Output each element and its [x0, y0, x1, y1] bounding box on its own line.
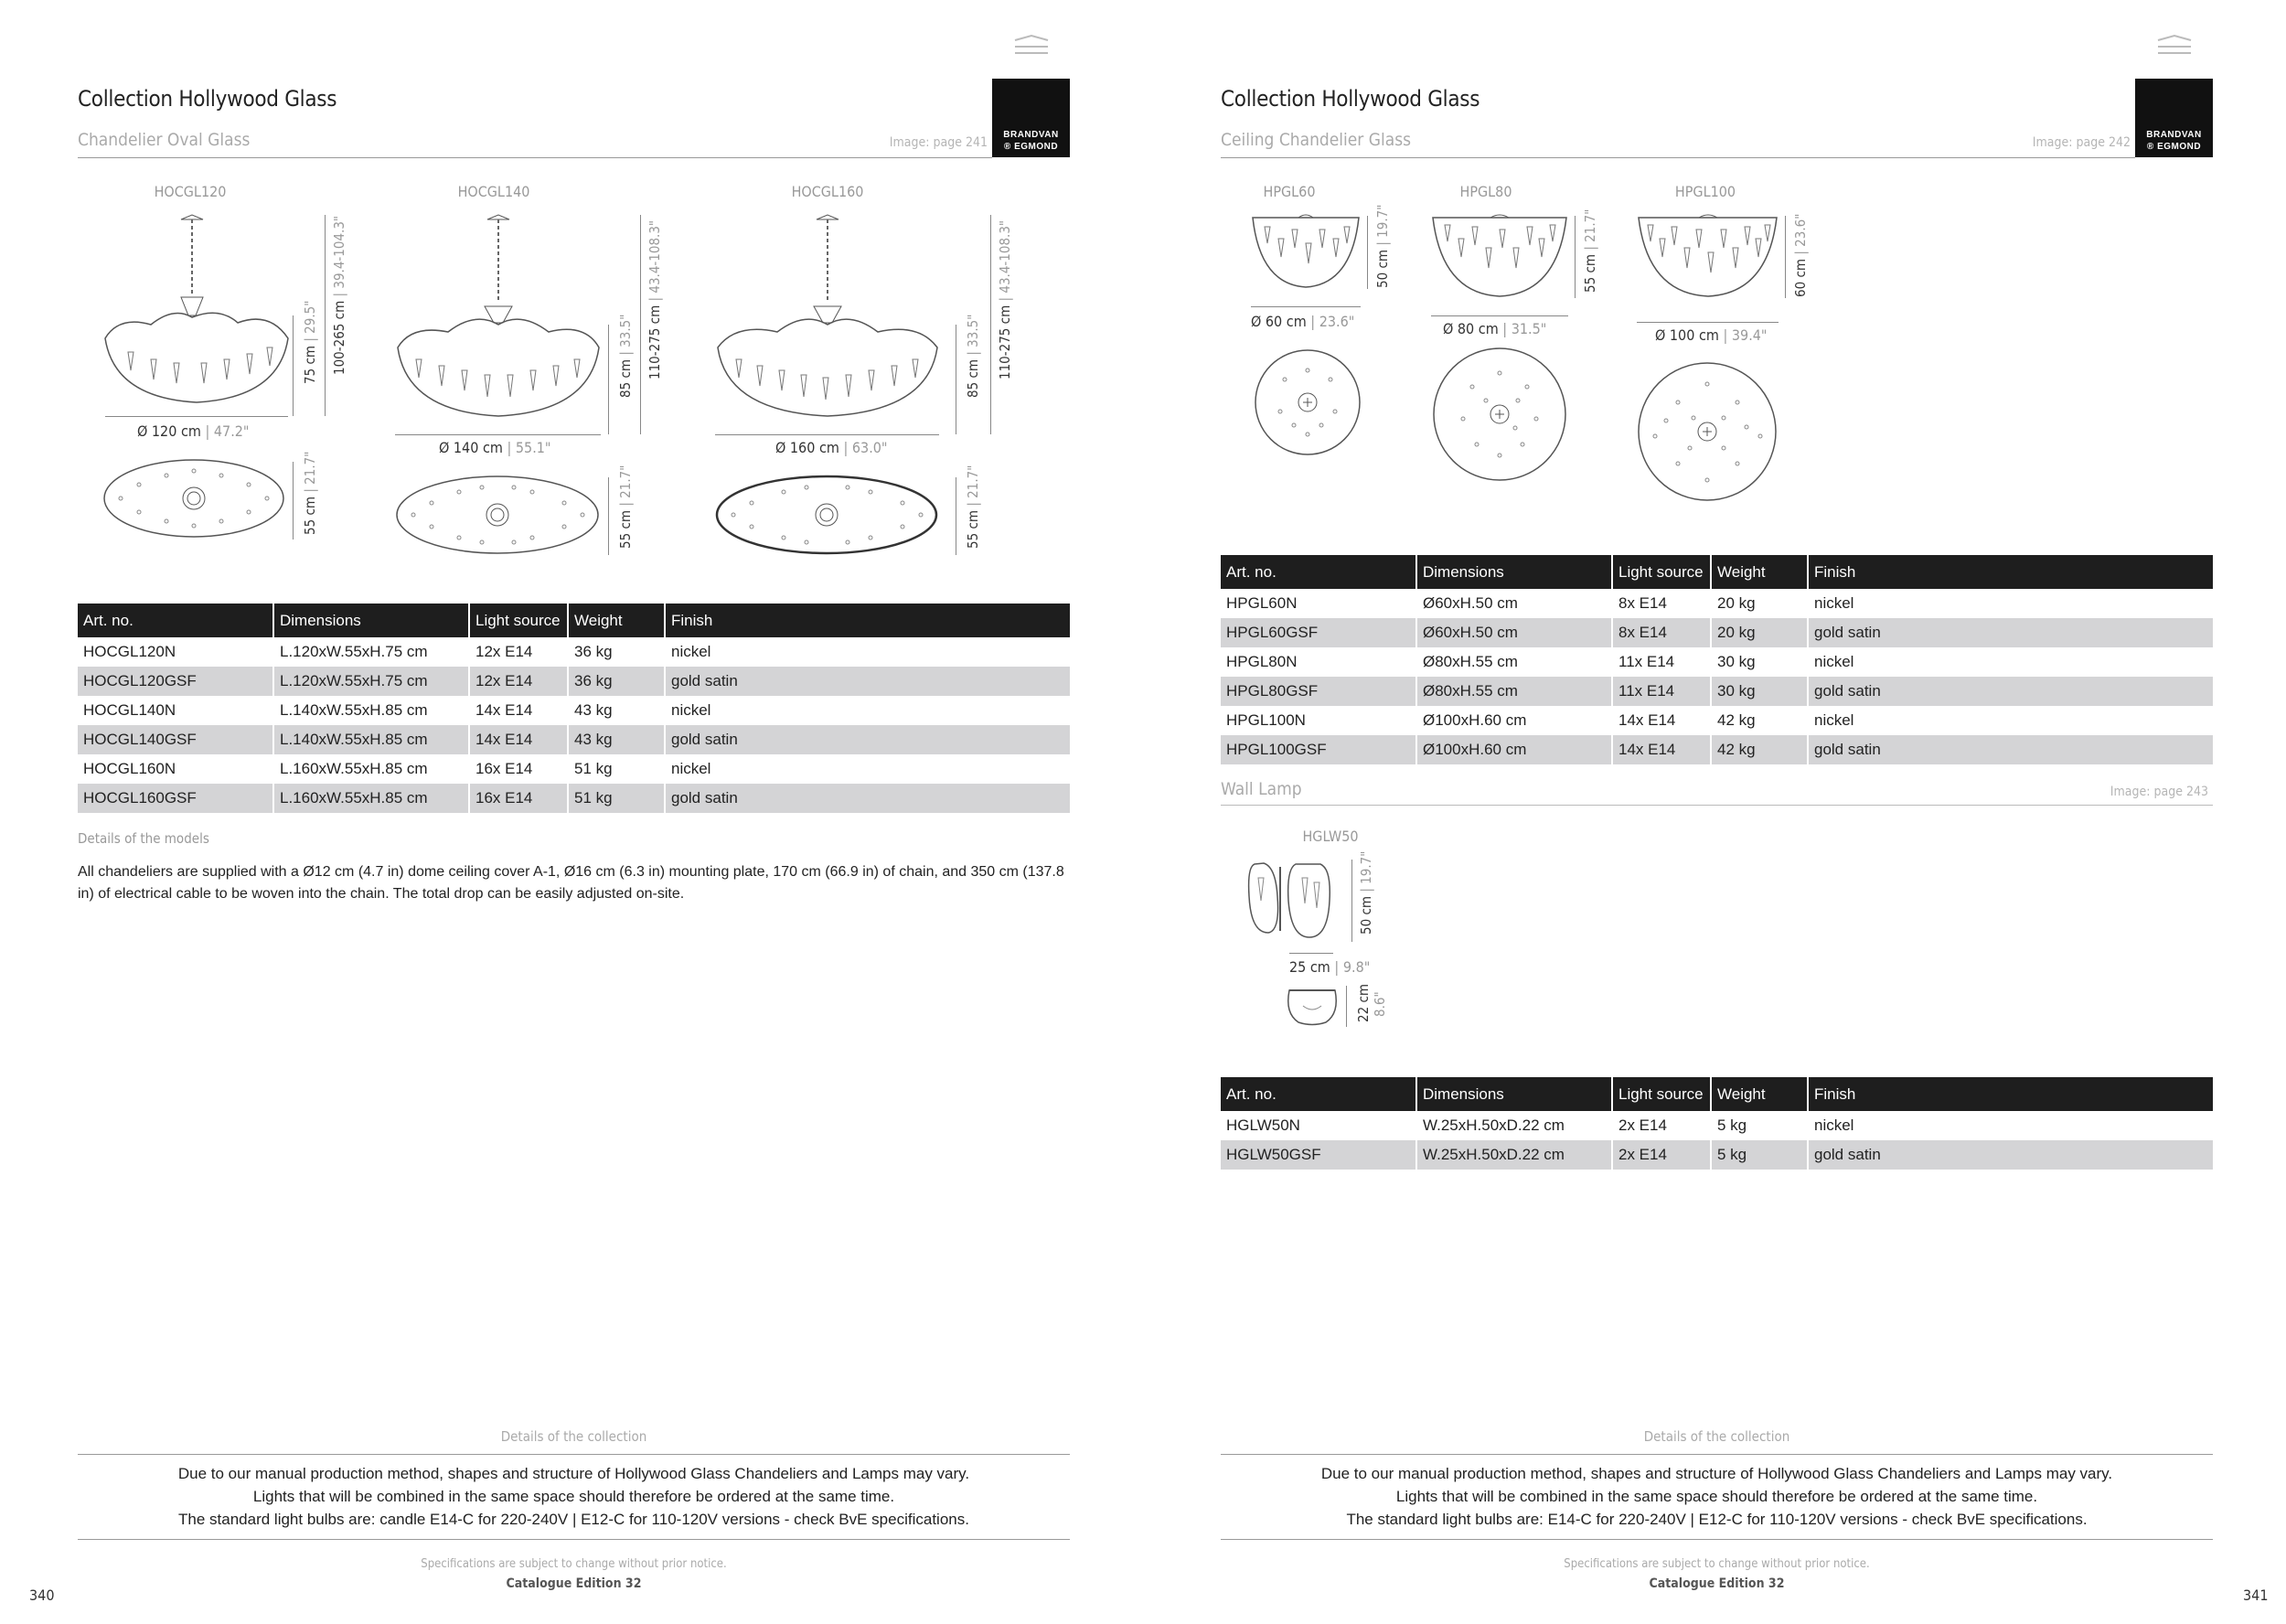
chandelier-hocgl140-drawing: [393, 215, 604, 421]
table-row: [1221, 1140, 2213, 1170]
ceiling-hpgl80-top-view: [1431, 346, 1568, 483]
table-row: [1221, 735, 2213, 764]
column-header: Dimensions: [1416, 1077, 1612, 1111]
dim-cm: 60 cm: [1792, 258, 1809, 297]
diameter-dimension: Ø 80 cm | 31.5": [1443, 320, 1547, 337]
cell-dimensions: Ø60xH.50 cm: [1416, 589, 1612, 618]
ceiling-hpgl60-drawing: [1251, 216, 1361, 289]
dim-cm: 55 cm: [617, 509, 634, 549]
brand-logo: [2135, 79, 2213, 157]
chandelier-hocgl120-top-view: [102, 457, 285, 540]
cell-weight: 36 kg: [568, 667, 665, 696]
spec-note: Specifications are subject to change without prior notice.: [1564, 1557, 1870, 1571]
column-header: Dimensions: [1416, 555, 1612, 589]
details-paragraph: All chandeliers are supplied with a Ø12 cm (4.7 in) dome ceiling cover A-1, Ø16 cm (6.3 in) mounting plate, 170 cm (66.9 in) of chain, and 350 cm (137.8 in) of electrical cable to be woven into the chain. The total drop can be easily adjusted on-site.: [78, 864, 1064, 902]
height-dimension: 60 cm | 23.6": [1792, 213, 1809, 297]
dim-in: 43.4-108.3": [646, 219, 663, 294]
cell-dimensions: Ø100xH.60 cm: [1416, 706, 1612, 735]
diameter-dimension: Ø 60 cm | 23.6": [1251, 313, 1355, 330]
chandelier-hocgl160-top-view: [715, 474, 939, 556]
wall-lamp-section-header: [1221, 777, 2213, 806]
cell-finish: nickel: [671, 643, 711, 660]
cell-art-no: HPGL60GSF: [1221, 618, 1416, 647]
cell-light-source: 2x E14: [1612, 1111, 1711, 1140]
cell-light-source: 16x E14: [469, 784, 568, 813]
image-reference[interactable]: Image: page 241: [889, 135, 988, 150]
table-row: [78, 754, 1070, 784]
dim-in: 33.5": [965, 314, 981, 347]
cell-finish: gold satin: [1808, 1140, 2213, 1170]
collection-line: Due to our manual production method, shapes and structure of Hollywood Glass Chandeliers and Lamps may vary.: [177, 1465, 970, 1482]
image-reference[interactable]: Image: page 243: [2110, 785, 2208, 799]
cell-art-no: HOCGL140GSF: [78, 725, 273, 754]
dim-cm: 100-265 cm: [331, 300, 347, 375]
cell-light-source: 14x E14: [1612, 735, 1711, 764]
cell-art-no: HPGL60N: [1221, 589, 1416, 618]
table-row: [1221, 589, 2213, 618]
model-label: HOCGL140: [457, 183, 530, 200]
dim-in: 55.1": [515, 439, 551, 456]
section-title: Ceiling Chandelier Glass: [1221, 130, 1412, 150]
cell-finish: gold satin: [665, 784, 1070, 813]
page-title: Collection Hollywood Glass: [78, 86, 337, 112]
column-header: Finish: [1808, 555, 2213, 589]
logo-line-1: BRANDVAN: [2146, 130, 2202, 140]
cell-art-no: HPGL80GSF: [1221, 677, 1416, 706]
ceiling-hpgl80-drawing: [1431, 216, 1568, 298]
width-dimension: 25 cm | 9.8": [1289, 958, 1371, 976]
cell-weight: 43 kg: [568, 725, 665, 754]
cell-light-source: 11x E14: [1612, 647, 1711, 677]
column-header: Light source: [469, 604, 568, 637]
dim-cm: Ø 80 cm: [1443, 320, 1499, 337]
page-number: 341: [2243, 1587, 2269, 1604]
model-label: HOCGL160: [791, 183, 864, 200]
chandelier-hocgl140-top-view: [395, 474, 601, 556]
dim-cm: Ø 160 cm: [775, 439, 839, 456]
spec-note: Specifications are subject to change without prior notice.: [421, 1557, 727, 1571]
logo-line-2: ® EGMOND: [1003, 142, 1059, 152]
cell-finish: gold satin: [1808, 618, 2213, 647]
collection-details-heading: Details of the collection: [1643, 1428, 1790, 1445]
cell-dimensions: Ø60xH.50 cm: [1416, 618, 1612, 647]
cell-finish: gold satin: [1808, 677, 2213, 706]
model-label: HPGL60: [1263, 183, 1316, 200]
cell-light-source: 2x E14: [1612, 1140, 1711, 1170]
cell-weight: 36 kg: [568, 637, 665, 667]
cell-dimensions: Ø80xH.55 cm: [1416, 677, 1612, 706]
cell-weight: 30 kg: [1711, 647, 1808, 677]
cell-weight: 5 kg: [1711, 1140, 1808, 1170]
cell-dimensions: L.120xW.55xH.75 cm: [273, 667, 469, 696]
ceiling-hpgl100-drawing: [1637, 216, 1779, 298]
height-dimension: 50 cm | 19.7": [1374, 204, 1391, 288]
dim-cm: 85 cm: [965, 358, 981, 398]
height-dimension: 50 cm | 19.7": [1358, 850, 1374, 935]
dim-in: 21.7": [302, 451, 318, 485]
logo-line-2: ® EGMOND: [2146, 142, 2202, 152]
section-header: [78, 128, 992, 158]
table-row: [1221, 647, 2213, 677]
dim-in: 9.8": [1342, 958, 1371, 976]
section-title: Chandelier Oval Glass: [78, 130, 251, 150]
table-row: [1221, 618, 2213, 647]
cell-light-source: 14x E14: [469, 725, 568, 754]
dim-in: 39.4-104.3": [331, 215, 347, 289]
cell-dimensions: W.25xH.50xD.22 cm: [1416, 1140, 1612, 1170]
cell-finish: nickel: [1814, 1116, 1854, 1134]
dim-in: 31.5": [1511, 320, 1547, 337]
model-label: HOCGL120: [154, 183, 227, 200]
depth-dimension: 55 cm | 21.7": [617, 465, 634, 549]
dim-in: 29.5": [302, 300, 318, 334]
collection-line: Lights that will be combined in the same space should therefore be ordered at the same time.: [252, 1488, 895, 1505]
dim-cm: 55 cm: [1582, 253, 1598, 293]
ceiling-hpgl60-top-view: [1253, 347, 1362, 457]
cell-light-source: 12x E14: [469, 637, 568, 667]
dim-cm: 55 cm: [965, 509, 981, 549]
brand-logo: [992, 79, 1070, 157]
drop-dimension: 110-275 cm | 43.4-108.3": [646, 219, 663, 379]
dim-cm: Ø 100 cm: [1655, 326, 1719, 344]
cell-light-source: 8x E14: [1612, 618, 1711, 647]
menu-icon[interactable]: [1013, 35, 1050, 60]
depth-dimension: [1355, 984, 1372, 1022]
cell-art-no: HPGL100N: [1221, 706, 1416, 735]
dim-cm: 22 cm: [1355, 983, 1372, 1022]
collection-line: The standard light bulbs are: E14-C for 220-240V | E12-C for 110-120V versions - check BvE specifications.: [1346, 1511, 2088, 1528]
column-header: Weight: [1711, 1077, 1808, 1111]
dim-in: 19.7": [1374, 204, 1391, 238]
column-header: Weight: [1711, 555, 1808, 589]
drop-dimension: 110-275 cm | 43.4-108.3": [997, 219, 1013, 379]
cell-light-source: 14x E14: [469, 696, 568, 725]
height-dimension: 55 cm | 21.7": [1582, 208, 1598, 293]
dim-cm: Ø 140 cm: [439, 439, 503, 456]
chandelier-hocgl120-drawing: [101, 215, 293, 411]
depth-dimension: 55 cm | 21.7": [965, 465, 981, 549]
dim-in: 21.7": [965, 465, 981, 498]
cell-art-no: HOCGL160GSF: [78, 784, 273, 813]
cell-dimensions: L.160xW.55xH.85 cm: [273, 754, 469, 784]
column-header: Art. no.: [1221, 555, 1416, 589]
dim-in: 63.0": [851, 439, 888, 456]
cell-art-no: HOCGL120GSF: [78, 667, 273, 696]
spec-table: [1221, 555, 2213, 764]
dim-cm: 25 cm: [1289, 958, 1330, 976]
cell-art-no: HGLW50GSF: [1221, 1140, 1416, 1170]
table-row: [78, 637, 1070, 667]
cell-art-no: HPGL80N: [1221, 647, 1416, 677]
diameter-dimension: Ø 100 cm | 39.4": [1655, 326, 1768, 344]
table-row: [1221, 1111, 2213, 1140]
depth-dimension-inch: 8.6": [1372, 991, 1388, 1017]
column-header: Weight: [568, 604, 665, 637]
table-row: [78, 784, 1070, 813]
cell-dimensions: Ø100xH.60 cm: [1416, 735, 1612, 764]
cell-weight: 51 kg: [568, 754, 665, 784]
column-header: Art. no.: [1221, 1077, 1416, 1111]
collection-details-box: [1221, 1454, 2213, 1540]
cell-light-source: 8x E14: [1612, 589, 1711, 618]
dim-cm: Ø 120 cm: [137, 422, 201, 440]
cell-weight: 42 kg: [1711, 735, 1808, 764]
dim-in: 21.7": [1582, 208, 1598, 242]
dim-cm: 50 cm: [1358, 895, 1374, 935]
catalogue-edition: Catalogue Edition 32: [1649, 1576, 1785, 1591]
logo-line-1: BRANDVAN: [1003, 130, 1059, 140]
collection-line: Due to our manual production method, shapes and structure of Hollywood Glass Chandeliers and Lamps may vary.: [1320, 1465, 2113, 1482]
image-reference[interactable]: Image: page 242: [2032, 135, 2131, 150]
cell-light-source: 11x E14: [1612, 677, 1711, 706]
dim-in: 43.4-108.3": [997, 219, 1013, 294]
table-row: [1221, 706, 2213, 735]
cell-dimensions: L.120xW.55xH.75 cm: [273, 637, 469, 667]
cell-weight: 42 kg: [1711, 706, 1808, 735]
section-title: Wall Lamp: [1221, 779, 1302, 799]
cell-finish: nickel: [1814, 653, 1854, 670]
table-row: [78, 696, 1070, 725]
dim-cm: 110-275 cm: [646, 304, 663, 379]
drop-dimension: 100-265 cm | 39.4-104.3": [331, 215, 347, 375]
dim-cm: 55 cm: [302, 496, 318, 535]
table-row: [78, 725, 1070, 754]
dim-in: 19.7": [1358, 850, 1374, 884]
cell-dimensions: L.140xW.55xH.85 cm: [273, 725, 469, 754]
cell-light-source: 14x E14: [1612, 706, 1711, 735]
dim-cm: 85 cm: [617, 358, 634, 398]
cell-dimensions: L.160xW.55xH.85 cm: [273, 784, 469, 813]
cell-dimensions: L.140xW.55xH.85 cm: [273, 696, 469, 725]
cell-art-no: HOCGL120N: [78, 637, 273, 667]
cell-art-no: HOCGL140N: [78, 696, 273, 725]
spec-table: [78, 604, 1070, 813]
cell-weight: 51 kg: [568, 784, 665, 813]
collection-line: Lights that will be combined in the same space should therefore be ordered at the same time.: [1395, 1488, 2038, 1505]
right-page: [1143, 0, 2286, 1624]
dim-cm: 50 cm: [1374, 249, 1391, 288]
column-header: Light source: [1612, 1077, 1711, 1111]
wall-lamp-hglw50-top-view: [1285, 986, 1340, 1027]
model-label: HPGL80: [1459, 183, 1512, 200]
cell-finish: nickel: [1814, 711, 1854, 729]
cell-finish: nickel: [671, 760, 711, 777]
column-header: Dimensions: [273, 604, 469, 637]
menu-icon[interactable]: [2156, 35, 2193, 60]
cell-art-no: HOCGL160N: [78, 754, 273, 784]
dim-in: 23.6": [1792, 213, 1809, 247]
section-header: [1221, 128, 2135, 158]
dim-cm: 75 cm: [302, 345, 318, 384]
diameter-dimension: Ø 120 cm | 47.2": [137, 422, 250, 440]
height-dimension: 75 cm | 29.5": [302, 300, 318, 384]
cell-weight: 30 kg: [1711, 677, 1808, 706]
chandelier-hocgl160-drawing: [713, 215, 942, 421]
cell-light-source: 16x E14: [469, 754, 568, 784]
column-header: Light source: [1612, 555, 1711, 589]
cell-weight: 5 kg: [1711, 1111, 1808, 1140]
ceiling-hpgl100-top-view: [1637, 361, 1779, 503]
cell-finish: gold satin: [1808, 735, 2213, 764]
collection-line: The standard light bulbs are: candle E14-C for 220-240V | E12-C for 110-120V versions - check BvE specifications.: [178, 1511, 969, 1528]
height-dimension: 85 cm | 33.5": [617, 314, 634, 398]
dim-cm: 110-275 cm: [997, 304, 1013, 379]
dim-in: 39.4": [1731, 326, 1768, 344]
column-header: Finish: [1808, 1077, 2213, 1111]
wall-lamp-hglw50-drawing: [1245, 860, 1346, 942]
table-row: [1221, 677, 2213, 706]
model-label: HGLW50: [1302, 828, 1359, 845]
dim-in: 23.6": [1319, 313, 1355, 330]
cell-weight: 20 kg: [1711, 589, 1808, 618]
dim-cm: Ø 60 cm: [1251, 313, 1307, 330]
cell-weight: 43 kg: [568, 696, 665, 725]
cell-finish: nickel: [1814, 594, 1854, 612]
cell-finish: nickel: [671, 701, 711, 719]
model-label: HPGL100: [1674, 183, 1736, 200]
dim-in: 47.2": [213, 422, 250, 440]
wall-lamp-spec-table: [1221, 1077, 2213, 1170]
table-row: [78, 667, 1070, 696]
cell-weight: 20 kg: [1711, 618, 1808, 647]
cell-dimensions: Ø80xH.55 cm: [1416, 647, 1612, 677]
cell-finish: gold satin: [665, 667, 1070, 696]
page-title: Collection Hollywood Glass: [1221, 86, 1480, 112]
details-heading: Details of the models: [78, 830, 209, 847]
cell-art-no: HPGL100GSF: [1221, 735, 1416, 764]
cell-dimensions: W.25xH.50xD.22 cm: [1416, 1111, 1612, 1140]
depth-dimension: 55 cm | 21.7": [302, 451, 318, 535]
height-dimension: 85 cm | 33.5": [965, 314, 981, 398]
diameter-dimension: Ø 140 cm | 55.1": [439, 439, 551, 456]
page-number: 340: [29, 1587, 55, 1604]
dim-in: 21.7": [617, 465, 634, 498]
cell-light-source: 12x E14: [469, 667, 568, 696]
cell-finish: gold satin: [665, 725, 1070, 754]
column-header: Art. no.: [78, 604, 273, 637]
column-header: Finish: [665, 604, 1070, 637]
cell-art-no: HGLW50N: [1221, 1111, 1416, 1140]
dim-in: 33.5": [617, 314, 634, 347]
collection-details-heading: Details of the collection: [500, 1428, 647, 1445]
collection-details-box: [78, 1454, 1070, 1540]
catalogue-edition: Catalogue Edition 32: [506, 1576, 642, 1591]
diameter-dimension: Ø 160 cm | 63.0": [775, 439, 888, 456]
